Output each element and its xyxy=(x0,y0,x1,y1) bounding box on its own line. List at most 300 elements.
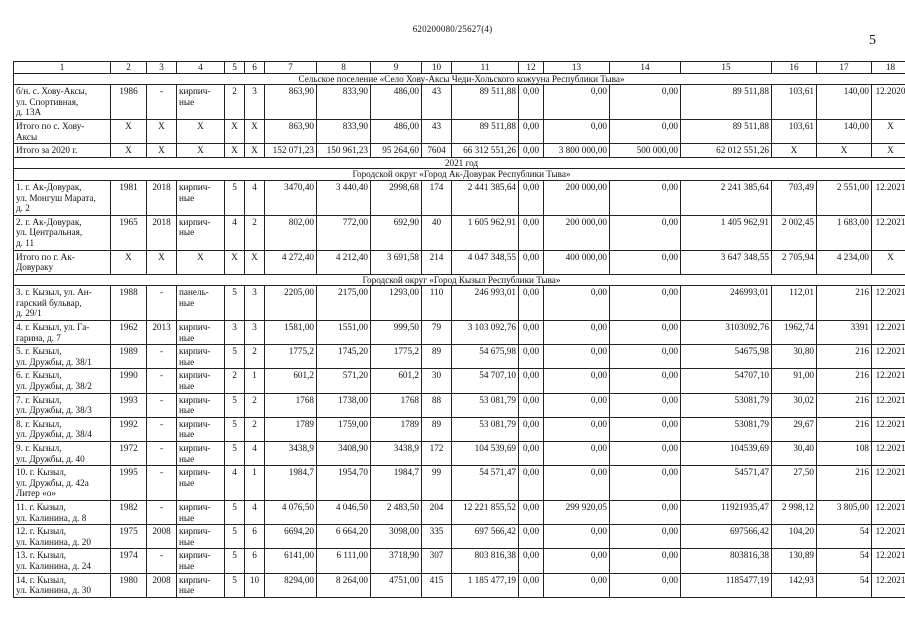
table-cell: 6 xyxy=(245,525,265,549)
table-cell: 307 xyxy=(422,549,452,573)
table-cell: X xyxy=(225,250,245,274)
table-cell: 0,00 xyxy=(610,525,681,549)
table-cell: 2008 xyxy=(147,573,177,597)
table-cell: 2 441 385,64 xyxy=(452,180,519,215)
table-cell: 7604 xyxy=(422,144,452,158)
table-cell: 0,00 xyxy=(544,286,610,321)
table-cell: 54 xyxy=(817,549,872,573)
table-cell: 0,00 xyxy=(544,442,610,466)
table-cell: 12.2021 xyxy=(872,417,905,441)
table-cell: 2205,00 xyxy=(265,286,317,321)
table-cell: кирпич- ные xyxy=(177,549,225,573)
table-cell: кирпич- ные xyxy=(177,393,225,417)
table-cell: 216 xyxy=(817,369,872,393)
column-number: 7 xyxy=(265,62,317,74)
table-cell: 54 571,47 xyxy=(452,466,519,501)
table-cell: 1 683,00 xyxy=(817,215,872,250)
table-row xyxy=(14,250,905,274)
table-cell: 0,00 xyxy=(610,85,681,120)
table-cell: 5 xyxy=(225,525,245,549)
table-cell: 2013 xyxy=(147,321,177,345)
table-cell: 1 185 477,19 xyxy=(452,573,519,597)
table-cell: 12.2021 xyxy=(872,286,905,321)
table-cell: 54 xyxy=(817,525,872,549)
table-cell: 3 440,40 xyxy=(317,180,371,215)
table-cell: 4 xyxy=(225,215,245,250)
table-cell: 697566,42 xyxy=(681,525,772,549)
table-cell: 0,00 xyxy=(544,573,610,597)
table-cell: 200 000,00 xyxy=(544,180,610,215)
table-cell: - xyxy=(147,442,177,466)
table-cell: 1768 xyxy=(371,393,422,417)
table-cell: - xyxy=(147,369,177,393)
table-cell: 11921935,47 xyxy=(681,500,772,524)
table-cell: 833,90 xyxy=(317,119,371,143)
table-cell: 152 071,23 xyxy=(265,144,317,158)
table-cell: X xyxy=(147,144,177,158)
table-cell: 2 xyxy=(245,345,265,369)
table-cell: 2 xyxy=(245,393,265,417)
table-cell: 174 xyxy=(422,180,452,215)
address-cell: 8. г. Кызыл, ул. Дружбы, д. 38/4 xyxy=(14,417,111,441)
table-cell: 66 312 551,26 xyxy=(452,144,519,158)
table-cell: 1993 xyxy=(111,393,147,417)
table-cell: 0,00 xyxy=(544,525,610,549)
table-cell: 0,00 xyxy=(544,345,610,369)
table-cell: 3 xyxy=(245,321,265,345)
table-cell: 415 xyxy=(422,573,452,597)
table-cell: 246993,01 xyxy=(681,286,772,321)
table-cell: 0,00 xyxy=(519,393,544,417)
table-cell: 10 xyxy=(245,573,265,597)
table-cell: 3 805,00 xyxy=(817,500,872,524)
table-cell: 0,00 xyxy=(610,180,681,215)
table-cell: 103,61 xyxy=(772,85,817,120)
table-cell: 0,00 xyxy=(519,573,544,597)
table-cell: 601,2 xyxy=(371,369,422,393)
table-cell: 1965 xyxy=(111,215,147,250)
section-row xyxy=(14,274,905,286)
table-cell: 1995 xyxy=(111,466,147,501)
table-row xyxy=(14,215,905,250)
table-cell: кирпич- ные xyxy=(177,215,225,250)
table-cell: 4 xyxy=(245,180,265,215)
table-cell: 1954,70 xyxy=(317,466,371,501)
table-cell: 12.2021 xyxy=(872,525,905,549)
table-cell: 1 405 962,91 xyxy=(681,215,772,250)
table-cell: 89 511,88 xyxy=(452,85,519,120)
table-cell: 0,00 xyxy=(544,119,610,143)
table-cell: 0,00 xyxy=(519,500,544,524)
table-cell: 1293,00 xyxy=(371,286,422,321)
table-cell: 4 234,00 xyxy=(817,250,872,274)
table-cell: кирпич- ные xyxy=(177,321,225,345)
table-cell: кирпич- ные xyxy=(177,500,225,524)
table-cell: 2 xyxy=(245,417,265,441)
table-cell: 3 xyxy=(245,286,265,321)
table-cell: 5 xyxy=(225,549,245,573)
table-cell: 6 111,00 xyxy=(317,549,371,573)
table-cell: 3470,40 xyxy=(265,180,317,215)
table-cell: 4 076,50 xyxy=(265,500,317,524)
table-cell: 108 xyxy=(817,442,872,466)
table-cell: 863,90 xyxy=(265,119,317,143)
column-number: 14 xyxy=(610,62,681,74)
table-cell: 571,20 xyxy=(317,369,371,393)
table-cell: 204 xyxy=(422,500,452,524)
address-cell: 1. г. Ак-Довурак, ул. Монгуш Марата, д. 2 xyxy=(14,180,111,215)
table-cell: 0,00 xyxy=(519,417,544,441)
column-number: 15 xyxy=(681,62,772,74)
table-row xyxy=(14,525,905,549)
table-cell: 53 081,79 xyxy=(452,393,519,417)
table-cell: X xyxy=(177,250,225,274)
table-cell: 2018 xyxy=(147,180,177,215)
table-cell: 1980 xyxy=(111,573,147,597)
table-cell: 0,00 xyxy=(544,417,610,441)
address-cell: 7. г. Кызыл, ул. Дружбы, д. 38/3 xyxy=(14,393,111,417)
table-cell: 803816,38 xyxy=(681,549,772,573)
table-cell: 6 664,20 xyxy=(317,525,371,549)
table-cell: 40 xyxy=(422,215,452,250)
table-cell: 1984,7 xyxy=(265,466,317,501)
table-cell: 1990 xyxy=(111,369,147,393)
table-cell: X xyxy=(872,250,905,274)
table-cell: 30,80 xyxy=(772,345,817,369)
table-cell: 0,00 xyxy=(610,119,681,143)
table-cell: 89 xyxy=(422,345,452,369)
section-title: 2021 год xyxy=(14,157,905,169)
table-cell: 27,50 xyxy=(772,466,817,501)
address-cell: 12. г. Кызыл, ул. Калинина, д. 20 xyxy=(14,525,111,549)
table-cell: 12.2021 xyxy=(872,573,905,597)
table-cell: 53081,79 xyxy=(681,393,772,417)
table-cell: 0,00 xyxy=(519,119,544,143)
table-cell: 54 675,98 xyxy=(452,345,519,369)
table-cell: 5 xyxy=(225,500,245,524)
column-number: 3 xyxy=(147,62,177,74)
table-cell: 1962 xyxy=(111,321,147,345)
table-cell: X xyxy=(245,144,265,158)
table-cell: 6 xyxy=(245,549,265,573)
table-cell: 12.2021 xyxy=(872,393,905,417)
address-cell: Итого по с. Хову- Аксы xyxy=(14,119,111,143)
address-cell: 4. г. Кызыл, ул. Га- гарина, д. 7 xyxy=(14,321,111,345)
table-cell: 95 264,60 xyxy=(371,144,422,158)
table-cell: 8294,00 xyxy=(265,573,317,597)
table-row xyxy=(14,286,905,321)
table-cell: 335 xyxy=(422,525,452,549)
table-row xyxy=(14,180,905,215)
table-cell: 2 xyxy=(225,85,245,120)
column-number: 5 xyxy=(225,62,245,74)
address-cell: 11. г. Кызыл, ул. Калинина, д. 8 xyxy=(14,500,111,524)
table-cell: 1775,2 xyxy=(371,345,422,369)
table-cell: 12.2021 xyxy=(872,466,905,501)
table-cell: X xyxy=(111,119,147,143)
table-cell: 110 xyxy=(422,286,452,321)
table-cell: 246 993,01 xyxy=(452,286,519,321)
table-cell: 833,90 xyxy=(317,85,371,120)
table-cell: 0,00 xyxy=(610,393,681,417)
table-row xyxy=(14,393,905,417)
table-cell: 0,00 xyxy=(519,321,544,345)
table-cell: 216 xyxy=(817,286,872,321)
table-cell: 1775,2 xyxy=(265,345,317,369)
table-cell: 172 xyxy=(422,442,452,466)
table-cell: 30 xyxy=(422,369,452,393)
table-cell: 12.2021 xyxy=(872,180,905,215)
table-cell: X xyxy=(111,144,147,158)
table-cell: 12.2021 xyxy=(872,321,905,345)
table-cell: X xyxy=(225,144,245,158)
table-cell: 0,00 xyxy=(610,573,681,597)
table-cell: 3408,90 xyxy=(317,442,371,466)
table-cell: 4751,00 xyxy=(371,573,422,597)
table-cell: 500 000,00 xyxy=(610,144,681,158)
table-cell: 140,00 xyxy=(817,119,872,143)
table-cell: 1986 xyxy=(111,85,147,120)
table-cell: 12 221 855,52 xyxy=(452,500,519,524)
table-cell: 1 xyxy=(245,369,265,393)
table-cell: 3 103 092,76 xyxy=(452,321,519,345)
table-cell: 0,00 xyxy=(610,417,681,441)
table-cell: 1789 xyxy=(371,417,422,441)
table-cell: 12.2021 xyxy=(872,442,905,466)
table-cell: 0,00 xyxy=(544,466,610,501)
table-cell: - xyxy=(147,286,177,321)
table-cell: X xyxy=(817,144,872,158)
table-cell: 89 511,88 xyxy=(681,119,772,143)
table-cell: 802,00 xyxy=(265,215,317,250)
column-number: 12 xyxy=(519,62,544,74)
table-cell: 2175,00 xyxy=(317,286,371,321)
address-cell: Итого по г. Ак- Довураку xyxy=(14,250,111,274)
table-cell: 697 566,42 xyxy=(452,525,519,549)
table-cell: 692,90 xyxy=(371,215,422,250)
table-cell: 0,00 xyxy=(519,144,544,158)
table-cell: 0,00 xyxy=(519,442,544,466)
section-title: Городской округ «Город Ак-Довурак Республики Тыва» xyxy=(14,169,905,181)
table-cell: 216 xyxy=(817,466,872,501)
table-cell: 89 xyxy=(422,417,452,441)
table-cell: кирпич- ные xyxy=(177,417,225,441)
table-cell: 5 xyxy=(225,417,245,441)
table-row xyxy=(14,500,905,524)
table-cell: 2018 xyxy=(147,215,177,250)
table-cell: 3 691,58 xyxy=(371,250,422,274)
table-cell: 4 xyxy=(245,442,265,466)
document-code: 620200080/25627(4) xyxy=(412,24,493,34)
table-cell: 803 816,38 xyxy=(452,549,519,573)
table-cell: 150 961,23 xyxy=(317,144,371,158)
table-cell: 4 xyxy=(245,500,265,524)
address-cell: 13. г. Кызыл, ул. Калинина, д. 24 xyxy=(14,549,111,573)
table-row xyxy=(14,321,905,345)
section-row xyxy=(14,73,905,85)
table-cell: 1745,20 xyxy=(317,345,371,369)
table-cell: 1992 xyxy=(111,417,147,441)
table-cell: X xyxy=(872,144,905,158)
table-cell: 5 xyxy=(225,393,245,417)
table-cell: 54707,10 xyxy=(681,369,772,393)
table-cell: 400 000,00 xyxy=(544,250,610,274)
table-cell: 12.2021 xyxy=(872,369,905,393)
table-cell: 1974 xyxy=(111,549,147,573)
table-row xyxy=(14,144,905,158)
table-cell: - xyxy=(147,549,177,573)
table-cell: 89 511,88 xyxy=(681,85,772,120)
table-cell: 1581,00 xyxy=(265,321,317,345)
address-cell: 5. г. Кызыл, ул. Дружбы, д. 38/1 xyxy=(14,345,111,369)
table-cell: 0,00 xyxy=(610,466,681,501)
table-cell: 54 707,10 xyxy=(452,369,519,393)
table-cell: 3438,9 xyxy=(265,442,317,466)
table-cell: 1185477,19 xyxy=(681,573,772,597)
table-cell: 88 xyxy=(422,393,452,417)
table-cell: 1759,00 xyxy=(317,417,371,441)
column-number: 8 xyxy=(317,62,371,74)
table-cell: 12.2021 xyxy=(872,549,905,573)
table-cell: 5 xyxy=(225,345,245,369)
table-cell: - xyxy=(147,393,177,417)
table-cell: 91,00 xyxy=(772,369,817,393)
table-cell: 486,00 xyxy=(371,85,422,120)
table-cell: 5 xyxy=(225,573,245,597)
table-cell: кирпич- ные xyxy=(177,369,225,393)
table-cell: 5 xyxy=(225,180,245,215)
table-cell: 0,00 xyxy=(610,321,681,345)
table-cell: 2 705,94 xyxy=(772,250,817,274)
table-cell: 54 xyxy=(817,573,872,597)
table-cell: 863,90 xyxy=(265,85,317,120)
table-cell: 62 012 551,26 xyxy=(681,144,772,158)
table-cell: 0,00 xyxy=(519,466,544,501)
section-row xyxy=(14,169,905,181)
address-cell: 3. г. Кызыл, ул. Ан- гарский бульвар, д. 29/1 xyxy=(14,286,111,321)
table-cell: - xyxy=(147,345,177,369)
table-cell: 0,00 xyxy=(519,85,544,120)
table-cell: 299 920,05 xyxy=(544,500,610,524)
table-cell: 142,93 xyxy=(772,573,817,597)
page-number: 5 xyxy=(869,33,876,48)
table-cell: 0,00 xyxy=(610,369,681,393)
table-cell: 0,00 xyxy=(519,180,544,215)
table-cell: 3103092,76 xyxy=(681,321,772,345)
table-cell: 0,00 xyxy=(610,442,681,466)
table-cell: 104539,69 xyxy=(681,442,772,466)
table-cell: 3 647 348,55 xyxy=(681,250,772,274)
table-cell: кирпич- ные xyxy=(177,85,225,120)
address-cell: Итого за 2020 г. xyxy=(14,144,111,158)
table-cell: 104 539,69 xyxy=(452,442,519,466)
table-cell: 12.2021 xyxy=(872,500,905,524)
table-cell: 3718,90 xyxy=(371,549,422,573)
table-cell: 1738,00 xyxy=(317,393,371,417)
table-cell: 104,20 xyxy=(772,525,817,549)
column-number: 16 xyxy=(772,62,817,74)
section-row xyxy=(14,157,905,169)
table-cell: 0,00 xyxy=(544,85,610,120)
table-cell: 54571,47 xyxy=(681,466,772,501)
table-cell: 12.2021 xyxy=(872,345,905,369)
table-cell: 4 046,50 xyxy=(317,500,371,524)
table-cell: X xyxy=(111,250,147,274)
table-cell: 6141,00 xyxy=(265,549,317,573)
table-cell: 2 xyxy=(225,369,245,393)
table-cell: 29,67 xyxy=(772,417,817,441)
table-cell: 0,00 xyxy=(544,321,610,345)
table-cell: 0,00 xyxy=(519,549,544,573)
table-cell: 0,00 xyxy=(610,286,681,321)
table-cell: 216 xyxy=(817,417,872,441)
table-cell: 3 xyxy=(245,85,265,120)
table-cell: 79 xyxy=(422,321,452,345)
column-number: 1 xyxy=(14,62,111,74)
table-cell: 0,00 xyxy=(544,369,610,393)
table-cell: 0,00 xyxy=(519,369,544,393)
table-cell: 4 xyxy=(225,466,245,501)
table-cell: 43 xyxy=(422,119,452,143)
table-cell: кирпич- ные xyxy=(177,345,225,369)
table-cell: 1789 xyxy=(265,417,317,441)
table-cell: 0,00 xyxy=(519,345,544,369)
table-cell: 2 998,12 xyxy=(772,500,817,524)
table-cell: 2 xyxy=(245,215,265,250)
table-cell: кирпич- ные xyxy=(177,180,225,215)
table-cell: 1972 xyxy=(111,442,147,466)
section-title: Сельское поселение «Село Хову-Аксы Чеди-Хольского кожууна Республики Тыва» xyxy=(14,73,905,85)
table-cell: 4 212,40 xyxy=(317,250,371,274)
table-cell: 1975 xyxy=(111,525,147,549)
section-title: Городской округ «Город Кызыл Республики Тыва» xyxy=(14,274,905,286)
table-cell: 30,40 xyxy=(772,442,817,466)
table-cell: 140,00 xyxy=(817,85,872,120)
table-cell: 1551,00 xyxy=(317,321,371,345)
column-number: 4 xyxy=(177,62,225,74)
table-cell: 3 xyxy=(225,321,245,345)
table-cell: X xyxy=(245,119,265,143)
table-cell: 2998,68 xyxy=(371,180,422,215)
table-cell: 216 xyxy=(817,393,872,417)
table-cell: 0,00 xyxy=(610,345,681,369)
column-number: 11 xyxy=(452,62,519,74)
table-cell: - xyxy=(147,466,177,501)
column-number-row xyxy=(14,62,905,74)
table-cell: 1 xyxy=(245,466,265,501)
table-cell: 1981 xyxy=(111,180,147,215)
table-row xyxy=(14,417,905,441)
table-cell: X xyxy=(225,119,245,143)
housing-table xyxy=(13,61,905,598)
table-row xyxy=(14,466,905,501)
address-cell: 10. г. Кызыл, ул. Дружбы, д. 42а Литер «о» xyxy=(14,466,111,501)
table-cell: 3438,9 xyxy=(371,442,422,466)
table-cell: 0,00 xyxy=(519,525,544,549)
table-cell: 2 551,00 xyxy=(817,180,872,215)
table-cell: X xyxy=(245,250,265,274)
table-cell: 0,00 xyxy=(610,549,681,573)
table-cell: X xyxy=(147,119,177,143)
table-cell: 2008 xyxy=(147,525,177,549)
table-cell: 30,02 xyxy=(772,393,817,417)
table-cell: 53 081,79 xyxy=(452,417,519,441)
table-cell: 8 264,00 xyxy=(317,573,371,597)
table-cell: 1988 xyxy=(111,286,147,321)
table-cell: - xyxy=(147,500,177,524)
column-number: 18 xyxy=(872,62,905,74)
table-cell: 1982 xyxy=(111,500,147,524)
